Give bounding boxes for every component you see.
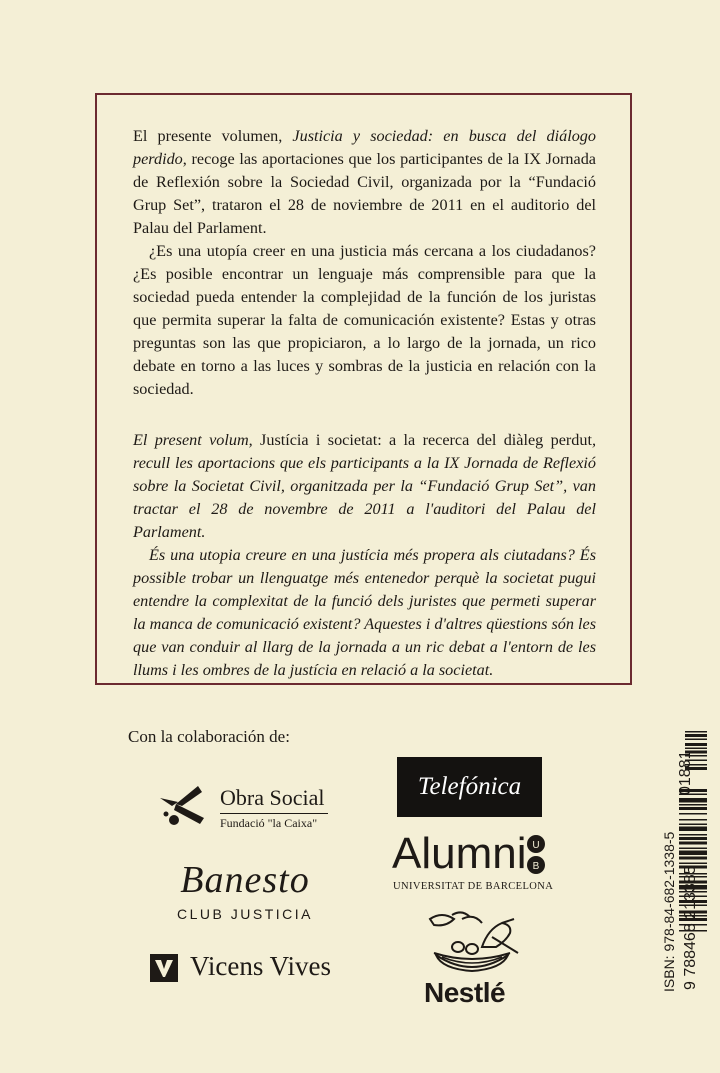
barcode-bar — [679, 827, 707, 832]
banesto-sub: CLUB JUSTICIA — [177, 906, 313, 922]
barcode-digits: 9 788468 213385 — [682, 865, 699, 990]
barcode-bar — [679, 804, 707, 806]
barcode-addon-bar — [685, 767, 707, 770]
barcode-bar — [679, 813, 707, 815]
barcode-bar — [679, 857, 707, 860]
banesto-logo — [150, 858, 340, 928]
barcode-bars — [651, 729, 711, 991]
alumni-logo — [392, 830, 557, 900]
barcode-bar — [679, 824, 707, 826]
barcode-bar — [679, 842, 707, 845]
barcode-bar — [679, 924, 707, 926]
barcode-addon: 01881 — [677, 750, 694, 795]
barcode-addon-bar — [685, 760, 707, 762]
telefonica-logo — [397, 757, 542, 817]
barcode-bar — [679, 837, 707, 840]
obra-social-divider — [220, 813, 328, 814]
la-caixa-star-icon — [158, 784, 210, 830]
barcode-bar — [679, 876, 707, 878]
collaboration-heading: Con la colaboración de: — [128, 727, 290, 746]
summary-frame — [95, 93, 632, 685]
catalan-paragraph-1: El present volum, Justícia i societat: a la recerca del diàleg perdut, recull les aportacions que els participants a la IX Jornada de Reflexió sobre la Societat Civil, organitzada per la “Fundació Grup Set”, van tractar el 28 de novembre de 2011 a l'auditori del Palau del Parlament. — [133, 431, 596, 541]
alumni-sub: UNIVERSITAT DE BARCELONA — [393, 881, 554, 892]
isbn-label: ISBN: 978-84-682-1338-5 — [661, 831, 677, 992]
barcode-addon-bar — [685, 755, 707, 757]
catalan-book-title: Justícia i societat: a la recerca del diàleg perdut — [260, 431, 592, 449]
svg-text:B: B — [532, 861, 540, 872]
barcode-bar — [679, 881, 707, 884]
barcode-bar — [679, 866, 707, 869]
alumni-label: Alumni — [392, 829, 527, 878]
barcode-bar — [679, 905, 707, 907]
nestle-label: Nestlé — [424, 977, 506, 1008]
barcode-bar — [679, 873, 707, 875]
obra-social-label: Obra Social — [220, 785, 325, 810]
vicens-vives-logo — [150, 951, 350, 991]
barcode-bar — [679, 918, 707, 921]
barcode-bar — [679, 789, 707, 792]
barcode-bar — [679, 930, 707, 932]
nestle-nest-icon — [422, 907, 522, 979]
svg-text:U: U — [532, 840, 540, 851]
nestle-logo — [420, 907, 525, 1007]
telefonica-label: Telefónica — [417, 773, 522, 800]
barcode-bar — [679, 834, 707, 836]
barcode-addon-bar — [685, 739, 707, 741]
spanish-paragraph-1: El presente volumen, Justicia y sociedad: en busca del diálogo perdido, recoge las aportaciones que los participantes de la IX Jornada de Reflexión sobre la Sociedad Civil, organizada por la “Fundació Grup Set”, trataron el 28 de noviembre de 2011 en el auditorio del Palau del Parlament. — [133, 127, 596, 237]
barcode-bar — [679, 911, 707, 914]
vicens-vives-label: Vicens Vives — [190, 951, 331, 981]
barcode-bar — [679, 915, 707, 917]
barcode-addon-bar — [685, 748, 707, 750]
spanish-paragraph-2: ¿Es una utopía creer en una justicia más cercana a los ciudadanos? ¿Es posible encontrar un lenguaje más comprensible para que la sociedad pueda entender la complejidad de la función de los juristas que permita superar la falta de comunicación existente? Estas y otras preguntas son las que propiciaron, a lo largo de la jornada, un rico debate en torno a las luces y sombras de la justicia en relación con la sociedad. — [133, 242, 596, 398]
barcode-bar — [679, 798, 707, 803]
barcode-addon-bar — [685, 731, 707, 733]
banesto-label: Banesto — [180, 859, 310, 901]
barcode-bar — [679, 819, 707, 821]
barcode-bar — [679, 891, 707, 893]
barcode-bar — [679, 885, 707, 890]
barcode-addon-bar — [685, 734, 707, 737]
barcode-addon-bar — [685, 764, 707, 766]
barcode-bar — [679, 900, 707, 903]
ub-seal-icon — [525, 834, 547, 876]
barcode — [651, 729, 711, 991]
vicens-vives-v-icon — [150, 954, 178, 982]
barcode-bar — [679, 863, 707, 865]
spanish-book-title: Justicia y sociedad: en busca del diálogo perdido — [133, 127, 596, 168]
barcode-bar — [679, 848, 707, 850]
catalan-paragraph-2: És una utopia creure en una justícia més propera als ciutadans? És possible trobar un llenguatge més entenedor perquè la societat pugui entendre la complexitat de la funció dels juristes que permeti superar la manca de comunicació existent? Aquestes i d'altres qüestions són les que van conduir al llarg de la jornada a un ric debat a l'entorn de les llums i les ombres de la justícia en relació a la societat. — [133, 546, 596, 679]
barcode-bar — [679, 851, 707, 856]
barcode-bar — [679, 807, 707, 810]
barcode-addon-bar — [685, 751, 707, 754]
barcode-bar — [679, 794, 707, 796]
obra-social-sub: Fundació "la Caixa" — [220, 816, 318, 830]
barcode-addon-bar — [685, 743, 707, 746]
barcode-bar — [679, 896, 707, 898]
obra-social-logo — [158, 782, 358, 832]
